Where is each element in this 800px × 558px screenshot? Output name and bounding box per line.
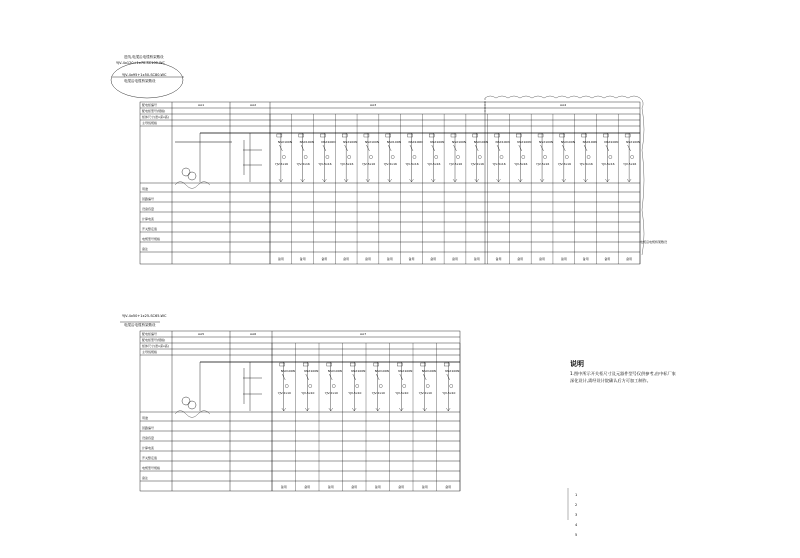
breaker-label: NSX100N [351, 369, 366, 373]
cable-label: YJV-5x16 [623, 162, 637, 166]
ct-icon [309, 384, 312, 387]
row-label: 配电柜型号(规格) [142, 109, 166, 113]
table-cell: 备用 [604, 257, 611, 261]
row-label: 电缆型号规格 [142, 237, 161, 241]
breaker-icon [495, 134, 500, 137]
row-label: 设备容量 [142, 207, 155, 211]
table-cell: 备用 [364, 257, 371, 261]
callout-top-line1: 进线,电缆沿电缆桥架敷设 [124, 55, 164, 59]
breaker-label: NSX100N [495, 140, 510, 144]
breaker-label: NSX100N [560, 140, 576, 144]
breaker-icon [603, 134, 608, 137]
cable-label: YJV-5x10 [324, 391, 338, 395]
breaker-icon [397, 363, 402, 366]
breaker-label: NSX100N [327, 369, 342, 373]
cable-label: YJV-5x16 [274, 162, 289, 166]
feeder-column [272, 343, 295, 491]
breaker-label: NSX100N [421, 369, 436, 373]
feeder-column [292, 114, 314, 264]
cable-label: YJV-5x16 [492, 162, 506, 166]
feeder-column [444, 114, 466, 264]
breaker-icon [516, 134, 521, 137]
breaker-icon [625, 134, 630, 137]
feeder-column [366, 343, 389, 491]
feeder-column [296, 343, 319, 491]
cable-label: YJV-5x10 [418, 391, 432, 395]
breaker-icon [407, 134, 412, 137]
table-cell: 备用 [517, 257, 524, 261]
breaker-icon [299, 134, 304, 137]
table-cell: 备用 [408, 257, 415, 261]
breaker-label: NSX100N [473, 140, 488, 144]
row-label: 开关整定值 [142, 227, 158, 231]
breaker-icon [280, 363, 285, 366]
panel-group-label: AA7 [360, 332, 367, 336]
table-cell: 备用 [343, 257, 350, 261]
diagram-1-outgoing-columns [270, 114, 640, 264]
ct-icon [332, 384, 335, 387]
row-label: 用途 [142, 416, 149, 420]
feeder-column [466, 114, 488, 264]
feeder-column [509, 114, 531, 264]
breaker-label: NSX100N [364, 140, 380, 144]
table-cell: 备用 [299, 257, 306, 261]
feeder-column [270, 114, 292, 264]
breaker-icon [350, 363, 355, 366]
cable-label: YJV-5x16 [383, 162, 397, 166]
table-cell: 备用 [582, 257, 589, 261]
row-label: 柜体尺寸(宽x深x高) [142, 344, 169, 348]
ending-note-1: 电缆沿电缆桥架敷设 [640, 240, 668, 244]
breaker-label: NSX100N [408, 140, 423, 144]
ct-icon [450, 384, 453, 387]
table-cell: 备用 [351, 485, 358, 489]
breaker-icon [582, 134, 587, 137]
callout2-line1: YJV-4x50+1x25-SC65-WC [122, 314, 167, 318]
breaker-icon [538, 134, 543, 137]
ct-icon [391, 155, 394, 158]
table-cell: 备用 [452, 257, 459, 261]
cable-label: YJV-5x16 [470, 162, 484, 166]
breaker-icon [327, 363, 332, 366]
cable-label: YJV-5x16 [536, 162, 550, 166]
cable-label: YJV-5x16 [361, 162, 376, 166]
feeder-column [401, 114, 423, 264]
row-label: 主母线规格 [142, 121, 158, 125]
panel-group-label: AA1 [198, 103, 205, 107]
feeder-column [357, 114, 379, 264]
table-cell: 备用 [626, 257, 633, 261]
cable-label: YJV-5x16 [449, 162, 463, 166]
breaker-label: NSX100N [386, 140, 401, 144]
breaker-label: NSX100N [626, 140, 641, 144]
table-cell: 备用 [430, 257, 437, 261]
notes-title: 说明 [570, 360, 584, 368]
breaker-icon [386, 134, 391, 137]
breaker-label: NSX100N [517, 140, 532, 144]
table-cell: 备用 [495, 257, 502, 261]
diagram-1-text [142, 102, 566, 251]
cable-label: YJV-5x10 [442, 391, 456, 395]
table-cell: 备用 [304, 485, 311, 489]
ct-icon [631, 155, 634, 158]
table-cell: 备用 [421, 485, 428, 489]
feeder-column [413, 343, 436, 491]
ct-icon [426, 384, 429, 387]
table-cell: 备用 [374, 485, 381, 489]
cable-label: YJV-5x16 [340, 162, 354, 166]
table-cell: 备用 [445, 485, 452, 489]
ct-icon [348, 155, 351, 158]
ct-icon [403, 384, 406, 387]
panel-group-label: AA4 [560, 103, 567, 107]
row-label: 回路编号 [142, 197, 155, 201]
row-label: 配电柜编号 [142, 332, 158, 336]
callout-inner-line1: YJV-4x95+1x50-SC80-WC [122, 73, 167, 77]
panel-group-label: AA6 [250, 332, 257, 336]
breaker-label: NSX100N [582, 140, 597, 144]
feeder-column [379, 114, 401, 264]
cable-label: YJV-5x16 [514, 162, 528, 166]
row-label: 电缆型号规格 [142, 466, 161, 470]
cable-label: YJV-5x10 [395, 391, 409, 395]
breaker-label: NSX100N [304, 369, 319, 373]
cable-label: YJV-5x16 [557, 162, 572, 166]
breaker-label: NSX100N [277, 140, 293, 144]
row-label: 计算电流 [142, 217, 155, 221]
legend-item: 3 [575, 513, 578, 517]
ct-icon [356, 384, 359, 387]
callout-top-line2: YJV-4x120+1x70-SC100-WC [116, 61, 165, 65]
ct-icon [435, 155, 438, 158]
breaker-label: NSX100N [604, 140, 619, 144]
panel-group-label: AA2 [250, 103, 257, 107]
ct-icon [609, 155, 612, 158]
notes-body: 1.图中所示开关柜尺寸及元器件型号仅供参考,由中标厂家深化设计,需经设计院确认后方可加工制作。 [570, 371, 676, 383]
cable-label: YJV-5x16 [405, 162, 419, 166]
row-label: 配电柜编号 [142, 103, 158, 107]
panel-group-label: AA5 [198, 332, 205, 336]
cable-label: YJV-5x16 [318, 162, 332, 166]
diagram-2-text [142, 331, 366, 480]
table-cell: 备用 [327, 485, 334, 489]
diagram-2 [120, 322, 460, 491]
table-cell: 备用 [386, 257, 393, 261]
breaker-icon [421, 363, 426, 366]
breaker-icon [451, 134, 456, 137]
feeder-column [596, 114, 618, 264]
feeder-column [437, 343, 460, 491]
feeder-column [422, 114, 444, 264]
legend-item: 2 [575, 503, 578, 507]
breaker-icon [303, 363, 308, 366]
feeder-column [553, 114, 575, 264]
diagram-2-outgoing-columns [272, 343, 460, 491]
breaker-icon [342, 134, 347, 137]
breaker-label: NSX100N [299, 140, 314, 144]
ct-icon [543, 155, 546, 158]
ct-icon [565, 155, 568, 158]
feeder-column [314, 114, 336, 264]
cable-label: YJV-5x10 [301, 391, 315, 395]
breaker-label: NSX100N [374, 369, 389, 373]
feeder-column [390, 343, 413, 491]
cable-label: YJV-5x16 [296, 162, 310, 166]
cable-label: YJV-5x10 [348, 391, 362, 395]
cable-label: YJV-5x10 [371, 391, 385, 395]
breaker-label: NSX100N [452, 140, 467, 144]
row-label: 备注 [142, 476, 149, 480]
breaker-icon [374, 363, 379, 366]
row-label: 用途 [142, 187, 149, 191]
ct-icon [500, 155, 503, 158]
table-cell: 备用 [539, 257, 546, 261]
row-label: 备注 [142, 247, 149, 251]
row-label: 计算电流 [142, 446, 155, 450]
feeder-column [319, 343, 342, 491]
ct-icon [369, 155, 372, 158]
breaker-label: NSX100N [539, 140, 554, 144]
row-label: 回路编号 [142, 426, 155, 430]
panel-group-label: AA3 [370, 103, 377, 107]
row-label: 开关整定值 [142, 456, 158, 460]
ct-icon [587, 155, 590, 158]
row-label: 主母线规格 [142, 350, 158, 354]
cable-label: YJV-5x16 [601, 162, 615, 166]
cable-label: YJV-5x10 [277, 391, 291, 395]
feeder-column [531, 114, 553, 264]
legend-list [575, 490, 577, 540]
breaker-label: NSX100N [321, 140, 336, 144]
breaker-icon [473, 134, 478, 137]
ct-icon [379, 384, 382, 387]
table-cell: 备用 [277, 257, 284, 261]
feeder-column [343, 343, 366, 491]
ct-icon [456, 155, 459, 158]
ct-icon [285, 384, 288, 387]
legend-item: 1 [575, 493, 578, 497]
ct-icon [478, 155, 481, 158]
breaker-icon [429, 134, 434, 137]
feeder-column [335, 114, 357, 264]
ct-icon [282, 155, 285, 158]
feeder-column [618, 114, 640, 264]
breaker-icon [320, 134, 325, 137]
ct-icon [326, 155, 329, 158]
table-cell: 备用 [473, 257, 480, 261]
table-cell: 备用 [560, 257, 567, 261]
breaker-label: NSX100N [280, 369, 295, 373]
table-cell: 备用 [280, 485, 287, 489]
legend-item: 4 [575, 523, 578, 527]
breaker-icon [364, 134, 369, 137]
row-label: 设备容量 [142, 436, 155, 440]
breaker-icon [560, 134, 565, 137]
breaker-label: NSX100N [343, 140, 358, 144]
row-label: 柜体尺寸(宽x深x高) [142, 115, 169, 119]
cable-label: YJV-5x16 [579, 162, 593, 166]
table-cell: 备用 [321, 257, 328, 261]
ct-icon [304, 155, 307, 158]
legend-item: 5 [575, 533, 578, 537]
breaker-icon [277, 134, 282, 137]
breaker-icon [444, 363, 449, 366]
callout-inner-line2: 电缆沿电缆桥架敷设 [124, 79, 156, 83]
breaker-label: NSX100N [398, 369, 413, 373]
callout2-line2: 电缆沿电缆桥架敷设 [124, 323, 156, 327]
row-label: 配电柜型号(规格) [142, 338, 166, 342]
feeder-column [488, 114, 510, 264]
breaker-label: NSX100N [430, 140, 445, 144]
feeder-column [575, 114, 597, 264]
table-cell: 备用 [398, 485, 405, 489]
ct-icon [522, 155, 525, 158]
cable-label: YJV-5x16 [427, 162, 441, 166]
breaker-label: NSX100N [445, 369, 460, 373]
ct-icon [413, 155, 416, 158]
